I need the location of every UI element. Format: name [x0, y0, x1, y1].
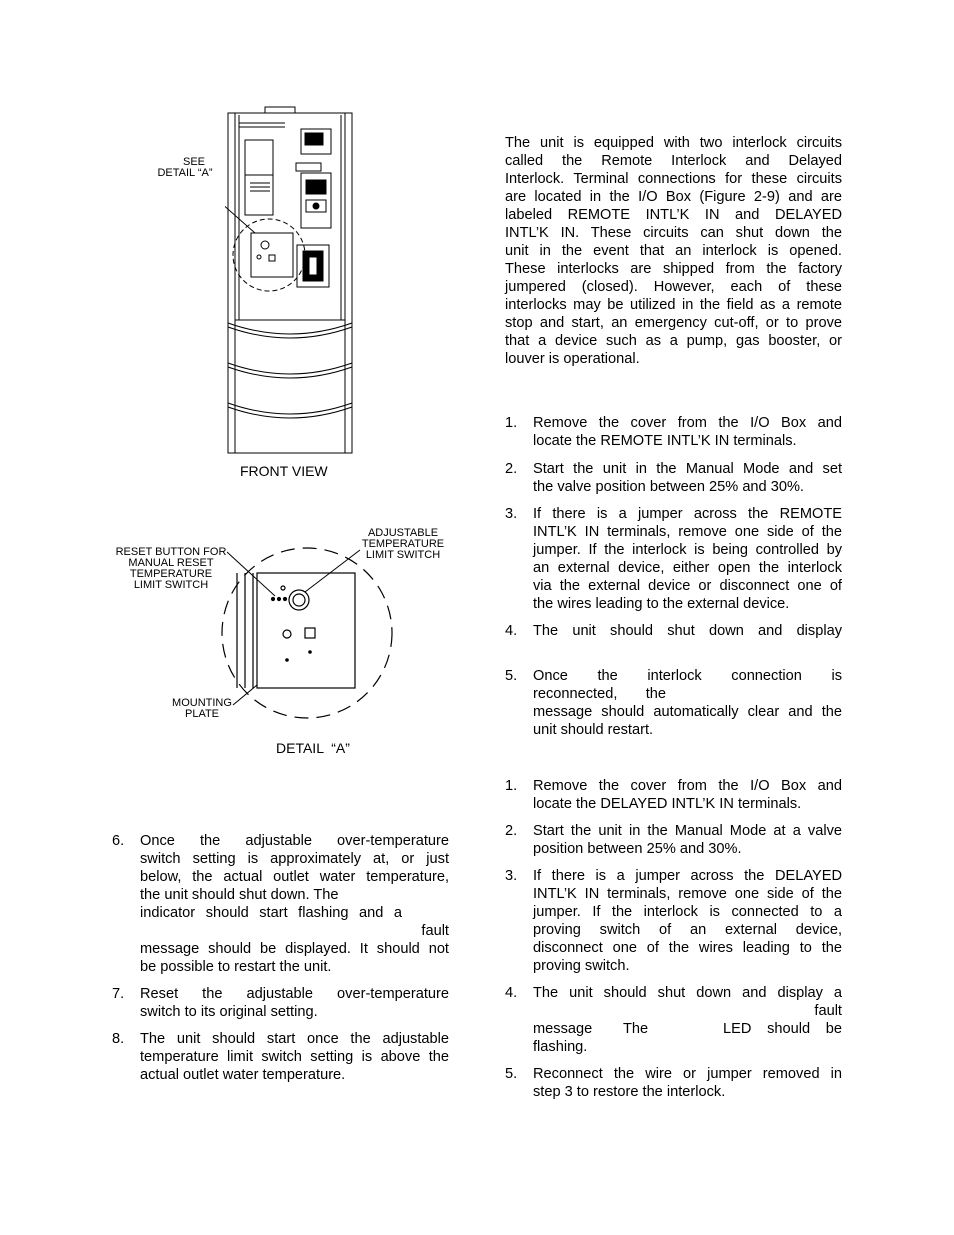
text-line: flashing.: [533, 1039, 588, 1055]
mounting-label-line: PLATE: [184, 708, 220, 720]
text-line: unit should restart.: [533, 722, 654, 738]
text-line: disconnect one of the wires leading to the: [533, 940, 842, 956]
text-line: the wires leading to the external device.: [533, 596, 790, 612]
text-line: locate the DELAYED INTL’K IN terminals.: [533, 796, 802, 812]
text-line: unit in the event that an interlock is opened.: [505, 243, 842, 259]
item-text: [533, 505, 842, 613]
see-label: SEE: [182, 156, 205, 168]
mounting-label-line: MOUNTING: [172, 697, 232, 709]
item-number: 8.: [112, 1031, 125, 1047]
text-line: an external device, either open the interlock: [533, 560, 842, 576]
text-line: Interlock. Terminal connections for these circuits: [505, 171, 842, 187]
text-line: Once the adjustable over-temperature: [140, 833, 449, 849]
text-line: Remove the cover from the I/O Box and: [533, 415, 842, 431]
reset-label-line: LIMIT SWITCH: [133, 579, 209, 591]
text-line: position between 25% and 30%.: [533, 841, 742, 857]
mounting-plate-label: [170, 698, 234, 720]
front-view-caption: FRONT VIEW: [240, 463, 328, 479]
item-text: [533, 1065, 842, 1101]
item-number: 5.: [505, 1066, 518, 1082]
text-line: that a device such as a pump, gas booster, or: [505, 333, 842, 349]
adjustable-label-line: ADJUSTABLE: [367, 527, 439, 539]
text-line: labeled REMOTE INTL’K IN and DELAYED: [505, 207, 842, 223]
interlock-intro-paragraph: [505, 134, 842, 368]
text-line: indicator should start flashing and a: [140, 905, 402, 921]
text-line: INTL’K IN terminals, remove one side of the: [533, 886, 842, 902]
text-line: via the external device or disconnect one of: [533, 578, 842, 594]
text-line: message should automatically clear and the: [533, 704, 842, 720]
text-line: the unit should shut down. The: [140, 887, 339, 903]
item-text: [533, 867, 842, 975]
text-line: If there is a jumper across the DELAYED: [533, 868, 842, 884]
reset-label-line: TEMPERATURE: [129, 568, 213, 580]
text-line: The unit should shut down and display a: [533, 985, 842, 1001]
text-line: fault: [814, 1003, 842, 1019]
text-line: actual outlet water temperature.: [140, 1067, 346, 1083]
adjustable-leader: [305, 550, 360, 592]
text-line: are located in the I/O Box (Figure 2-9) and are: [505, 189, 842, 205]
text-line: reconnected, the: [533, 686, 666, 702]
detail-a-caption: DETAIL “A”: [276, 740, 350, 756]
text-line: temperature limit switch setting is above the: [140, 1049, 449, 1065]
item-text: [140, 1030, 449, 1084]
item-number: 2.: [505, 823, 518, 839]
text-line: INTL’K IN terminals, remove one side of the: [533, 524, 842, 540]
item-text: [533, 414, 842, 450]
text-line: proving switch of an external device,: [533, 922, 842, 938]
see-detail-label: [150, 157, 220, 179]
adjustable-switch-label: [358, 528, 448, 561]
text-line: interlocks may be utilized in the field as a remote: [505, 297, 842, 313]
item-number: 4.: [505, 985, 518, 1001]
item-text: [533, 667, 842, 739]
text-line: switch setting is approximately at, or just: [140, 851, 449, 867]
detail-a-drawing: [215, 540, 400, 725]
item-number: 7.: [112, 986, 125, 1002]
front-view-drawing: [225, 105, 360, 455]
reset-label-line: MANUAL RESET: [128, 557, 214, 569]
adjustable-label-line: LIMIT SWITCH: [365, 549, 441, 561]
text-line: called the Remote Interlock and Delayed: [505, 153, 842, 169]
item-number: 1.: [505, 415, 518, 431]
item-number: 3.: [505, 506, 518, 522]
text-line: step 3 to restore the interlock.: [533, 1084, 726, 1100]
text-line: Reconnect the wire or jumper removed in: [533, 1066, 842, 1082]
reset-button-label: [112, 547, 230, 591]
item-number: 3.: [505, 868, 518, 884]
reset-label-line: RESET BUTTON FOR: [115, 546, 227, 558]
text-line: switch to its original setting.: [140, 1004, 318, 1020]
item-text: [533, 622, 842, 640]
text-line: Remove the cover from the I/O Box and: [533, 778, 842, 794]
text-line: jumper. If the interlock is connected to a: [533, 904, 842, 920]
text-line: Reset the adjustable over-temperature: [140, 986, 449, 1002]
detail-leader-line: [225, 180, 255, 233]
adjustable-label-line: TEMPERATURE: [361, 538, 445, 550]
text-line: message The LED should be: [533, 1021, 842, 1037]
item-text: [533, 984, 842, 1056]
item-text: [140, 985, 449, 1021]
item-text: [533, 822, 842, 858]
text-line: locate the REMOTE INTL’K IN terminals.: [533, 433, 797, 449]
text-line: The unit is equipped with two interlock circuits: [505, 135, 842, 151]
text-line: proving switch.: [533, 958, 630, 974]
text-line: stop and start, an emergency cut-off, or to prove: [505, 315, 842, 331]
text-line: INTL’K IN. These circuits can shut down the: [505, 225, 842, 241]
text-line: Once the interlock connection is: [533, 668, 842, 684]
text-line: These interlocks are shipped from the factory: [505, 261, 842, 277]
text-line: Start the unit in the Manual Mode and set: [533, 461, 842, 477]
item-number: 5.: [505, 668, 518, 684]
detail-label: DETAIL “A”: [157, 167, 213, 179]
item-text: [140, 832, 449, 976]
text-line: If there is a jumper across the REMOTE: [533, 506, 842, 522]
text-line: jumper. If the interlock is being controlled by: [533, 542, 842, 558]
text-line: The unit should shut down and display: [533, 623, 842, 639]
text-line: fault: [421, 923, 449, 939]
item-number: 2.: [505, 461, 518, 477]
text-line: Start the unit in the Manual Mode at a valve: [533, 823, 842, 839]
text-line: the valve position between 25% and 30%.: [533, 479, 804, 495]
text-line: The unit should start once the adjustable: [140, 1031, 449, 1047]
item-text: [533, 460, 842, 496]
item-text: [533, 777, 842, 813]
text-line: louver is operational.: [505, 351, 640, 367]
item-number: 4.: [505, 623, 518, 639]
text-line: be possible to restart the unit.: [140, 959, 332, 975]
text-line: below, the actual outlet water temperature,: [140, 869, 449, 885]
item-number: 1.: [505, 778, 518, 794]
text-line: message should be displayed. It should not: [140, 941, 449, 957]
text-line: jumpered (closed). However, each of these: [505, 279, 842, 295]
item-number: 6.: [112, 833, 125, 849]
